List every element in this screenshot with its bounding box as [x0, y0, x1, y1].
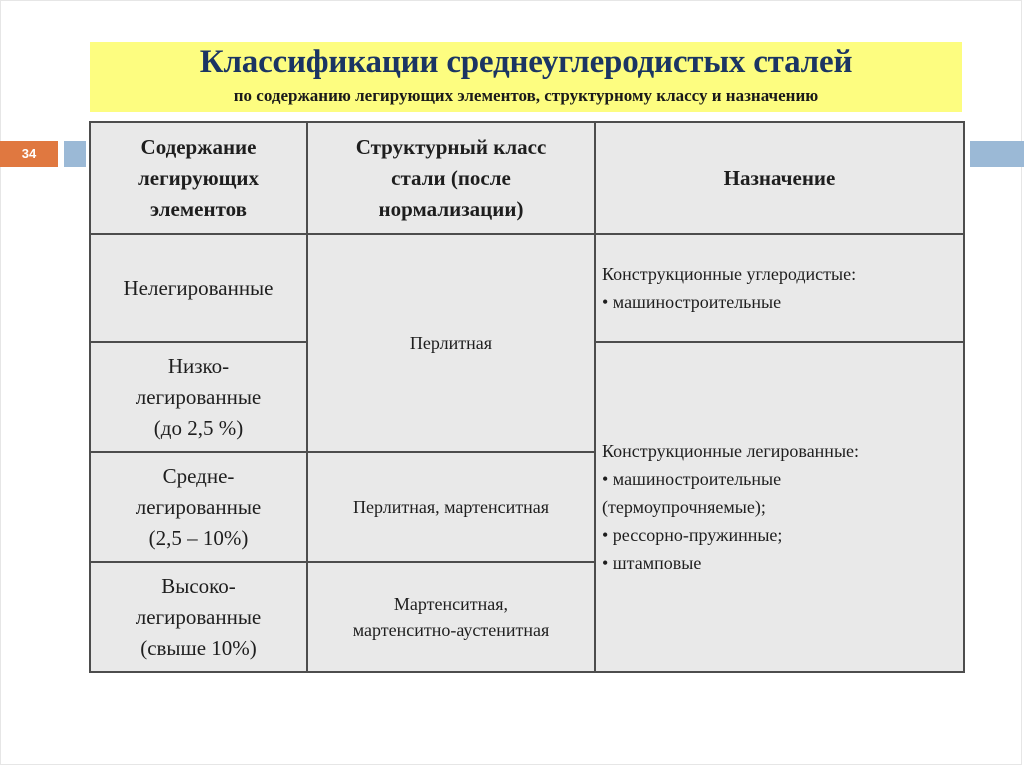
classification-table: [89, 121, 965, 673]
cell-unalloyed: Нелегированные: [90, 234, 307, 342]
table-header-row: [90, 122, 964, 234]
header-purpose: Назначение: [595, 122, 964, 234]
header-alloy-content: Содержание легирующих элементов: [90, 122, 307, 234]
accent-bar-right: [970, 141, 1024, 167]
cell-low-alloyed: Низко- легированные (до 2,5 %): [90, 342, 307, 452]
accent-bar-left: [64, 141, 86, 167]
cell-high-alloyed: Высоко- легированные (свыше 10%): [90, 562, 307, 672]
table-row: [90, 234, 964, 342]
slide-subtitle: по содержанию легирующих элементов, структурному классу и назначению: [233, 86, 819, 105]
cell-medium-alloyed: Средне- легированные (2,5 – 10%): [90, 452, 307, 562]
header-structural-class: Структурный класс стали (после нормализации): [307, 122, 595, 234]
page-number: 34: [0, 141, 58, 167]
slide-title: Классификации среднеуглеродистых сталей: [199, 44, 853, 80]
title-banner: [90, 42, 962, 112]
cell-purpose-alloyed: Конструкционные легированные: • машиностроительные (термоупрочняемые); • рессорно-пружинные; • штамповые: [595, 342, 964, 672]
cell-pearlitic: Перлитная: [307, 234, 595, 452]
cell-pearlitic-martensitic: Перлитная, мартенситная: [307, 452, 595, 562]
cell-purpose-carbon: Конструкционные углеродистые: • машиностроительные: [595, 234, 964, 342]
cell-martensitic: Мартенситная, мартенситно-аустенитная: [307, 562, 595, 672]
